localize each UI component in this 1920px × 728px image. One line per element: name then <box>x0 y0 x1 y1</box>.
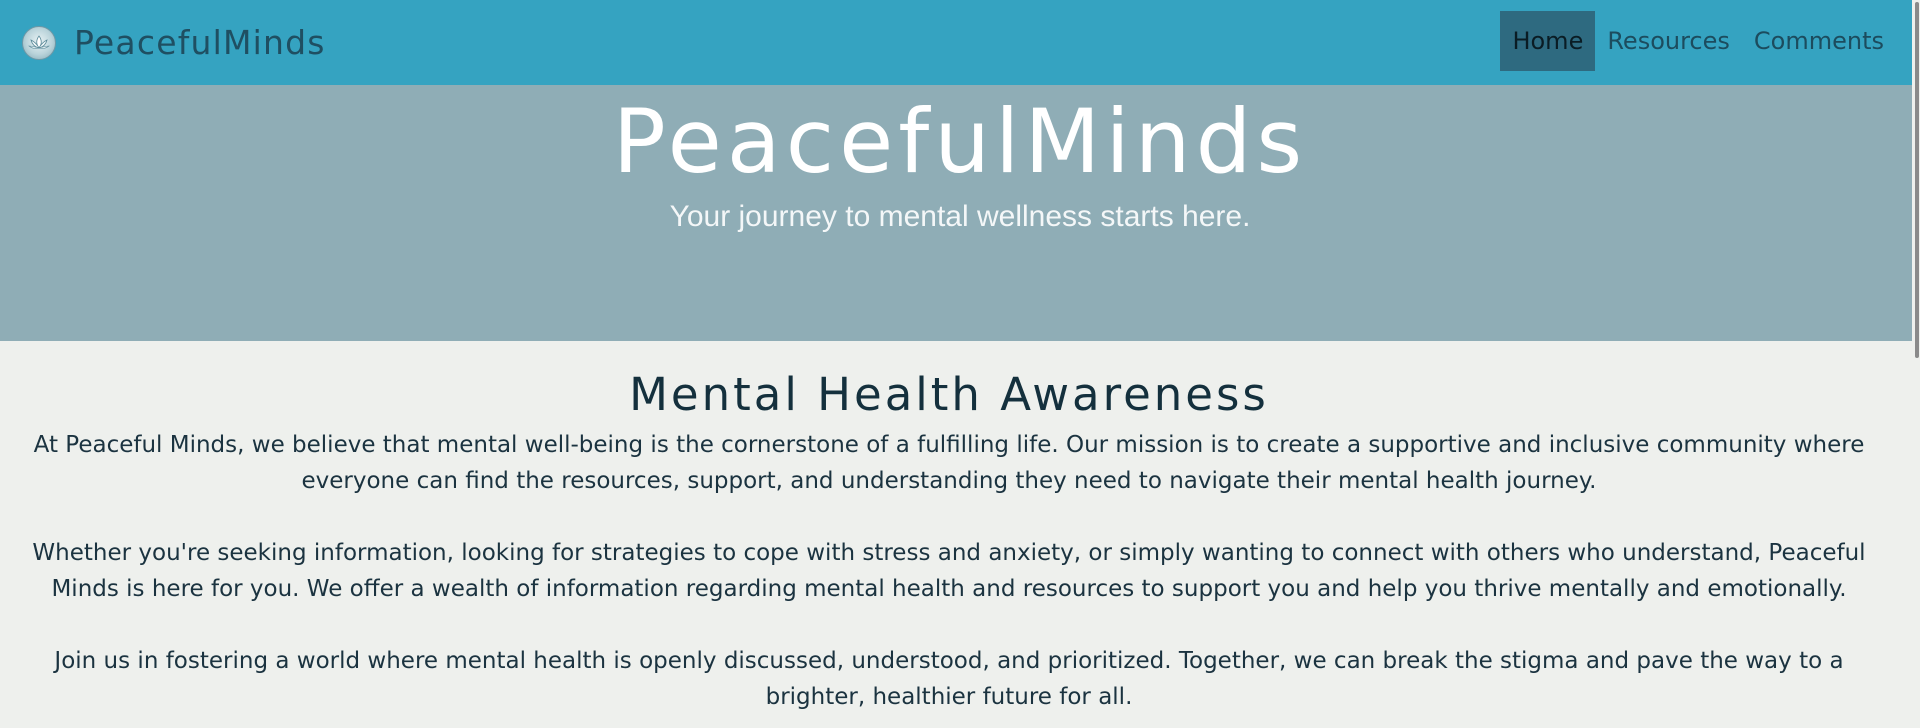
page-scrollbar[interactable] <box>1912 0 1920 728</box>
hero-title: PeacefulMinds <box>612 90 1308 193</box>
main-content <box>0 341 1898 715</box>
lotus-icon[interactable] <box>22 26 56 60</box>
hero-banner <box>0 85 1920 341</box>
hero-subtitle: Your journey to mental wellness starts here. <box>669 200 1251 233</box>
top-navbar <box>0 0 1920 85</box>
intro-paragraph: At Peaceful Minds, we believe that mental well-being is the cornerstone of a fulfilling life. Our mission is to create a supportive and inclusive community where everyone can find the resources, support, and understanding they need to navigate their mental health journey. <box>33 432 1865 494</box>
nav-links <box>1500 11 1896 71</box>
nav-home[interactable]: Home <box>1500 11 1595 71</box>
support-paragraph: Whether you're seeking information, looking for strategies to cope with stress and anxiety, or simply wanting to connect with others who understand, Peaceful Minds is here for you. We offer a wealth of information regarding mental health and resources to support you and help you thrive mentally and emotionally. <box>32 540 1866 602</box>
brand[interactable] <box>22 23 326 62</box>
call-to-action-paragraph: Join us in fostering a world where mental health is openly discussed, understood, and prioritized. Together, we can break the stigma and pave the way to a brighter, healthier future for all. <box>54 648 1844 710</box>
brand-name[interactable]: PeacefulMinds <box>74 23 326 62</box>
section-title: Mental Health Awareness <box>629 368 1269 421</box>
nav-comments[interactable]: Comments <box>1753 27 1884 55</box>
nav-resources[interactable]: Resources <box>1607 27 1730 55</box>
scrollbar-thumb[interactable] <box>1915 2 1919 358</box>
